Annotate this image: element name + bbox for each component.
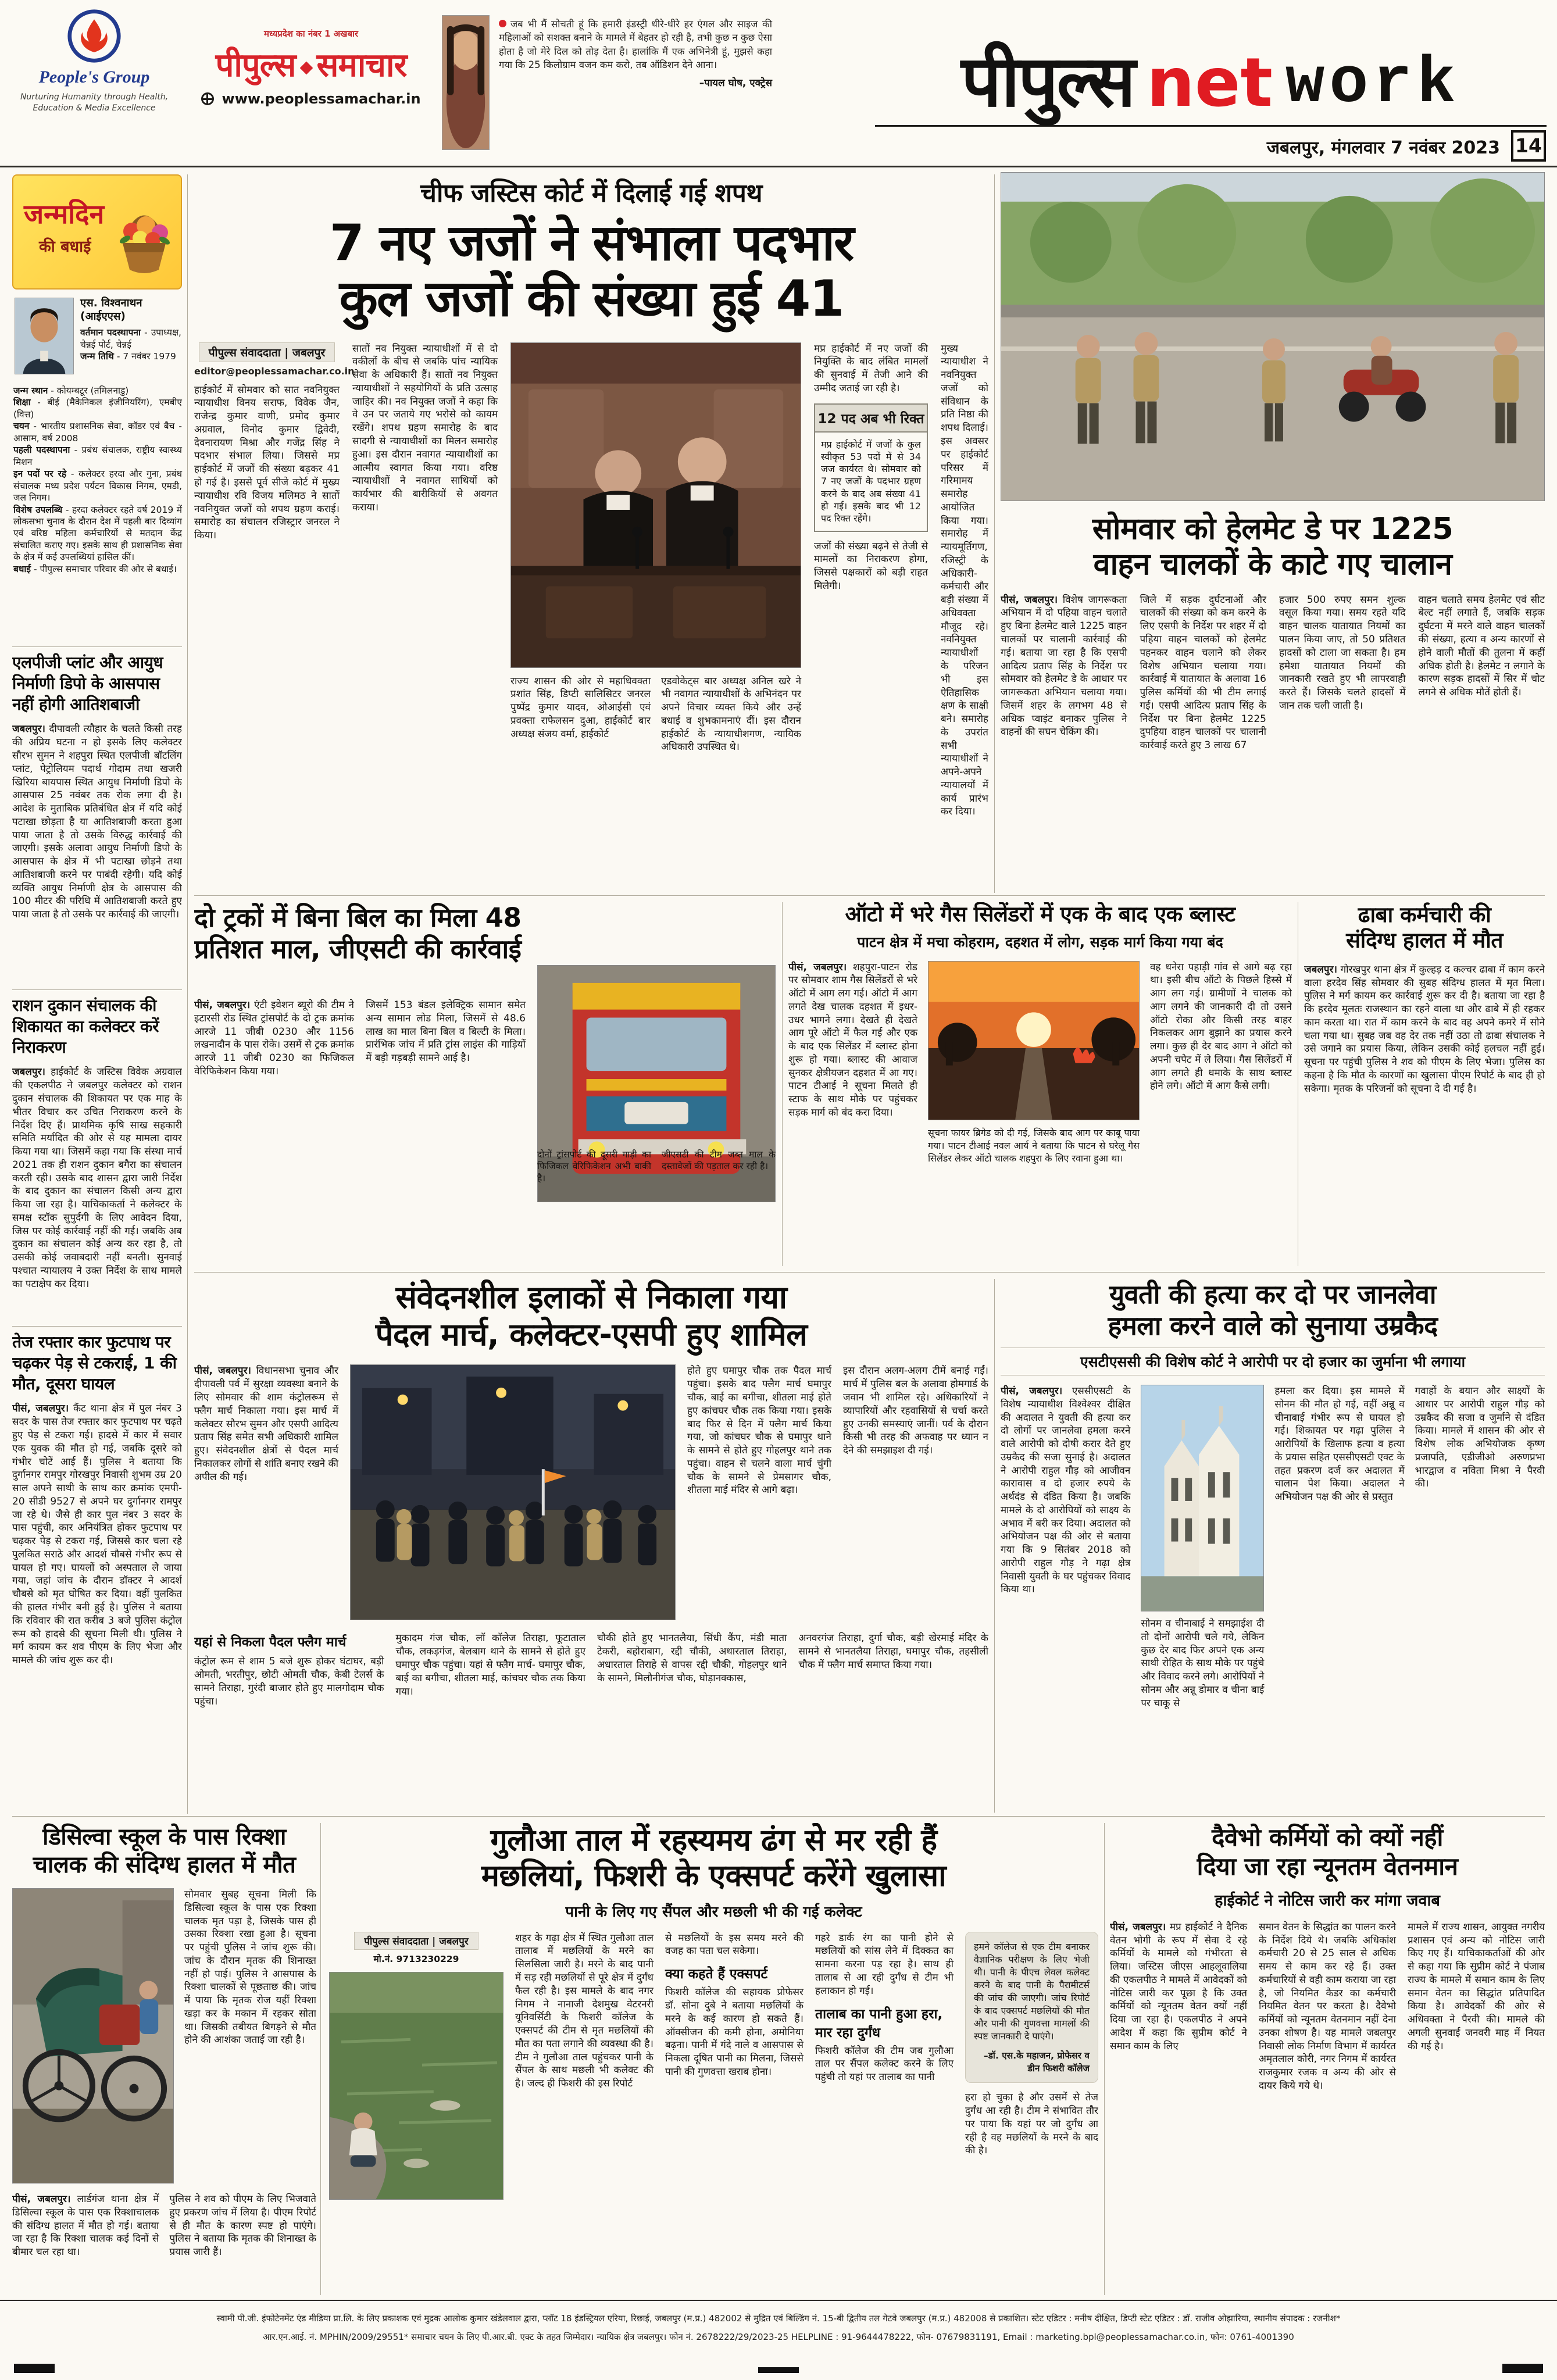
lpg-story: [12, 652, 182, 985]
page-header: [0, 0, 1557, 167]
peoples-group-emblem-icon: [66, 8, 122, 64]
print-registration-mark: [1502, 2364, 1543, 2373]
verdict-subhead: एसटीएससी की विशेष कोर्ट ने आरोपी पर दो हजार का जुर्माना भी लगाया: [1001, 1348, 1545, 1375]
blast-photo-caption: सूचना फायर ब्रिगेड को दी गई, जिसके बाद आग पर काबू पाया गया। पाटन टीआई नवल आर्य ने बताया कि पाटन से घरेलू गैस सिलेंडर लेकर ऑटो चालक शहपुरा के लिए रवाना हुआ था।: [928, 1127, 1140, 1164]
paper-logo-title-1: पीपुल्स: [215, 47, 296, 84]
fish-col2-bottom: फिशरी कॉलेज की सहायक प्रोफेसर डॉ. सोना दुबे ने बताया मछलियों के मरने के कई कारण हो सकते हैं। ऑक्सीजन की कमी होना, अमोनिया बढ़ना। पानी में गंदे नाले व आसपास से निकला दूषित पानी का मिलना, जिससे पानी की गुणवत्ता खराब होना।: [665, 1986, 804, 2078]
judges-ceremony-photo: [510, 342, 801, 668]
detail-value: - 7 नवंबर 1979: [116, 351, 176, 362]
paper-logo-title-2: समाचार: [316, 47, 407, 84]
march-headline-line1: संवेदनशील इलाकों से निकाला गया: [395, 1279, 787, 1316]
traffic-police-photo: [1001, 172, 1545, 501]
wages-col1: मप्र हाईकोर्ट ने दैनिक वेतन भोगी के रूप में सेवा दे रहे कर्मियों के मामले को गंभीरता से लिया। जस्टिस जीएस आहलूवालिया की एकलपीठ ने मामले में आवेदकों को नोटिस जारी कर पूछा है कि उक्त कर्मियों को न्यूनतम वेतन क्यों नहीं दिया जा रहा है। एकलपीठ ने अपने आदेश में कहा कि सुप्रीम कोर्ट ने समान काम के लिए: [1110, 1921, 1247, 2052]
fish-col1: शहर के गढ़ा क्षेत्र में स्थित गुलौआ ताल तालाब में मछलियों के मरने का सिलसिला जारी है। मरने के बाद पानी में सड़ रही मछलियों से पूरे क्षेत्र में दुर्गंध फैल रही है। इस मामले के बाद नगर निगम ने नानाजी देशमुख वेटरनरी यूनिवर्सिटी के फिशरी कॉलेज के एक्सपर्ट की टीम से मृत मछलियों की मौत का पता लगाने की व्यवस्था की है। टीम ने गुलौआ ताल पहुंचकर पानी के सैंपल के साथ मछली भी कलेक्ट की है। जल्द ही फिशरी की इस रिपोर्ट: [515, 1932, 653, 2090]
fish-headline-line2: मछलियां, फिशरी के एक्सपर्ट करेंगे खुलासा: [481, 1859, 947, 1894]
page-number-box: [1511, 130, 1546, 162]
blast-col1: शहपुरा-पाटन रोड पर सोमवार शाम गैस सिलेंडरों से भरे ऑटो में आग लग गई। ऑटो में आग लगते देख चालक दहशत में इधर-उधर भागने लगा। देखते ही देखते आग पूरे ऑटो में फैल गई और एक के बाद एक सिलेंडर में ब्लास्ट होना शुरू हो गया। ब्लास्ट की आवाज सुनकर क्षेत्रीयजन दहशत में आ गए। पाटन टीआई ने सूचना मिलते ही स्टाफ के साथ मौके पर पहुंचकर सड़क मार्ग को बंद करा दिया।: [788, 961, 918, 1118]
truck-under-col1: दोनों ट्रांसपोर्ट की दूसरी गाड़ी का फिजिकल वेरिफिकेशन अभी बाकी है।: [537, 1149, 651, 1184]
quote-bullet-icon: [499, 20, 506, 27]
helmet-byline: पीसं, जबलपुर।: [1001, 594, 1058, 606]
ration-dateline: जबलपुर।: [12, 1066, 45, 1078]
imprint-line1: स्वामी पी.जी. इंफोटेनमेंट एंड मीडिया प्रा.लि. के लिए प्रकाशक एवं मुद्रक आलोक कुमार खंडेलवाल द्वारा, प्लॉट 18 इंडस्ट्रियल एरिया, रिछाई, जबलपुर (म.प्र.) 482002 से मुद्रित एवं बिल्डिंग नं. 15-बी द्वितीय तल गेटवे जबलपुर (म.प्र.) 482008 से प्रकाशित। स्टेट एडिटर : मनीष दीक्षित, डिप्टी स्टेट एडिटर : डॉ. राजीव ओझारिया, स्थानीय संपादक : रजनीश*: [216, 2313, 1341, 2324]
lpg-headline: एलपीजी प्लांट और आयुध निर्माणी डिपो के आसपास नहीं होगी आतिशबाजी: [12, 653, 163, 714]
fish-headline-line1: गुलौआ ताल में रहस्यमय ढंग से मर रही हैं: [490, 1823, 937, 1858]
march-bottom-col4: अनवरगंज तिराहा, दुर्गा चौक, बड़ी खेरमाई मंदिर के सामने से भानतलैया तिराहा, घमापुर चौक, तहसीली चौक में फ्लैग मार्च समाप्त किया गया।: [798, 1632, 988, 1671]
helmet-headline-line1: सोमवार को हेलमेट डे पर 1225: [1092, 512, 1454, 546]
verdict-headline-line1: युवती की हत्या कर दो पर जानलेवा: [1109, 1279, 1437, 1310]
rickshaw-bottom-col1: लार्डगंज थाना क्षेत्र में डिसिल्वा स्कूल के पास एक रिक्शाचालक की संदिग्ध हालत में मौत हो गई। बताया जा रहा है कि रिक्शा चालक कई दिनों से बीमार चल रहा था।: [12, 2193, 159, 2259]
detail-value: - भारतीय प्रशासनिक सेवा, कॉडर एवं बैच - आसाम, वर्ष 2008: [13, 421, 182, 444]
verdict-col1: एससीएसटी के विशेष न्यायाधीश विश्वेश्वर दीक्षित की अदालत ने युवती की हत्या कर दो लोगों पर जानलेवा हमला करने वाले आरोपी को दोषी करार देते हुए उम्रकैद की सजा सुनाई है। अदालत ने आरोपी राहुल गौड़ को आजीवन कारावास व दो हजार रुपये के अर्थदंड से दंडित किया है। जबकि मामले के दो आरोपियों को साक्ष्य के अभाव में बरी कर दिया। अदालत को अभियोजन पक्ष की ओर से बताया गया कि 9 सितंबर 2018 को आरोपी राहुल गौड़ ने गढ़ा क्षेत्र निवासी युवती के घर पहुंचकर विवाद किया था।: [1001, 1385, 1131, 1596]
wages-col3: मामले में राज्य शासन, आयुक्त नगरीय प्रशासन एवं अन्य को नोटिस जारी किए गए हैं। याचिकाकर्ताओं की ओर से कहा गया कि सुप्रीम कोर्ट ने पंजाब राज्य के मामले में समान काम के लिए समान वेतन का सिद्धांत प्रतिपादित किया है। आवेदकों की ओर से अधिवक्ता ने पैरवी की। मामले की अगली सुनवाई जनवरी माह में नियत की गई है।: [1408, 1921, 1545, 2052]
dhaba-death-story: [1304, 902, 1545, 1266]
blast-headline: ऑटो में भरे गैस सिलेंडरों में एक के बाद एक ब्लास्ट: [845, 902, 1235, 927]
car-crash-headline: तेज रफ्तार कार फुटपाथ पर चढ़कर पेड़ से टकराई, 1 की मौत, दूसरा घायल: [12, 1332, 177, 1393]
quote-attribution: –पायल घोष, एक्ट्रेस: [699, 77, 772, 89]
march-bottom-col2: मुकादम गंज चौक, लॉ कॉलेज तिराहा, फूटाताल चौक, लकड़गंज, बेलबाग थाने के सामने से होते हुए घमापुर चौक पहुंचा। यहां से फ्लैग मार्च- घमापुर चौक, बाई का बगीचा, शीतला माई, कांचघर चौक तक किया गया।: [395, 1632, 585, 1698]
march-col1: विधानसभा चुनाव और दीपावली पर्व में सुरक्षा व्यवस्था बनाने के लिए सोमवार की शाम कंट्रोलरूम से फ्लैग मार्च निकाला गया। इस मार्च में कलेक्टर सौरभ सुमन और एसपी आदित्य प्रताप सिंह समेत सभी अधिकारी शामिल हुए। संवेदनशील क्षेत्रों से पैदल मार्च निकालकर लोगों से शांति बनाए रखने की अपील की गई।: [194, 1365, 339, 1483]
fish-byline: पीपुल्स संवाददाता | जबलपुर: [354, 1932, 478, 1950]
rickshaw-story: [12, 1823, 316, 2295]
verdict-col4: गवाहों के बयान और साक्ष्यों के आधार पर आरोपी राहुल गौड़ को उम्रकैद की सजा व जुर्माने से दंडित किया। मामले में शासन की ओर से विशेष लोक अभियोजक कृष्ण प्रजापति, एडीजीओ अरुणप्रभा भारद्वाज व नविता मिश्रा ने पैरवी की।: [1415, 1385, 1545, 1490]
march-headline-line2: पैदल मार्च, कलेक्टर-एसपी हुए शामिल: [375, 1316, 808, 1353]
page-number: 14: [1515, 134, 1542, 157]
vacancy-box: [814, 403, 928, 532]
truck-col1: एंटी इवेशन ब्यूरो की टीम ने इटारसी रोड स्थित ट्रांसपोर्ट के दो ट्रक क्रमांक आरजे 11 जीबी 0230 और 1156 लखनादौन के पास रोके। उसमें से ट्रक क्रमांक आरजे 11 जीबी 0230 का फिजिकल वेरिफिकेशन किया गया।: [194, 999, 354, 1077]
paper-logo: [177, 28, 445, 107]
ration-headline: राशन दुकान संचालक की शिकायत का कलेक्टर करें निराकरण: [12, 996, 159, 1057]
helmet-headline-line2: वाहन चालकों के काटे गए चालान: [1093, 547, 1452, 583]
expert-quote-box: [965, 1932, 1098, 2084]
ration-body: हाईकोर्ट के जस्टिस विवेक अग्रवाल की एकलपीठ ने जबलपुर कलेक्टर को राशन दुकान संचालक की शिकायत पर एक माह के भीतर विचार कर उचित निराकरण करने के निर्देश दिए हैं। प्राथमिक कृषि साख सहकारी समिति मर्यादित की ओर से यह मामला दायर किया गया था। जिसमें कहा गया कि संस्था मार्च 2021 तक ही राशन दुकान बगैरा का संचालन करती रही। उसके बाद शासन द्वारा जारी निर्देश के बाद दुकान का संचालन किसी अन्य द्वारा किया जा रहा है। याचिकाकर्ता ने कलेक्टर के समक्ष स्टॉक सुपुर्दगी के लिए आवेदन दिया, जिस पर कोई कार्रवाई नहीं की गई। जबकि अब दुकान का संचालन कोई अन्य कर रहा है, तो उसकी कोई जवाबदारी नहीं बनती। सुनवाई पश्चात न्यायालय ने उक्त निर्देश के साथ मामले का पटाक्षेप कर दिया।: [12, 1066, 182, 1290]
imprint-line2: आर.एन.आई. नं. MPHIN/2009/29551* समाचार चयन के लिए पी.आर.बी. एक्ट के तहत जिम्मेदार। न्यायिक क्षेत्र जबलपुर। फोन नं. 2678222/29/2023-25 HELPLINE : 91-9644478222, फोन- 07679831191, Email : marketing.bpl@peoplessamachar.co.in, फोन: 0761-4001390: [263, 2332, 1294, 2342]
car-crash-byline: पीसं, जबलपुर।: [12, 1403, 69, 1415]
birthday-details: [13, 385, 182, 644]
detail-label: पहली पदस्थापना: [13, 445, 70, 456]
march-byline: पीसं, जबलपुर।: [194, 1365, 251, 1377]
wages-col2: समान वेतन के सिद्धांत का पालन करने के निर्देश दिये थे। जबकि अधिकांश कर्मचारी 20 से 25 साल से अधिक समय से काम कर रहे हैं। उक्त कर्मचारियों से वही काम कराया जा रहा है, जो नियमित कैडर का कर्मचारी नियमित वेतन पर करता है। दैवेभो कर्मियों को न्यूनतम वेतनमान नहीं देना उनका शोषण है। यह मामले जबलपुर निवासी लोक निर्माण विभाग में कार्यरत अमृतलाल कोरी, नगर निगम में कार्यरत राजकुमार रजक व अन्य की ओर से दायर किये गये थे।: [1259, 1921, 1396, 2092]
march-bottom-col1: कंट्रोल रूम से शाम 5 बजे शुरू होकर घंटाघर, बड़ी ओमती, भरतीपुर, छोटी ओमती चौक, केबी टेलर्स के सामने तिराहा, गुरंदी बाजार होते हुए मालगोदाम चौक पहुंचा।: [194, 1656, 384, 1707]
birthday-box: [12, 174, 182, 290]
pond-photo: [329, 1972, 503, 2200]
dhaba-headline-line2: संदिग्ध हालत में मौत: [1346, 928, 1503, 953]
birthday-title-2: की बधाई: [39, 238, 91, 256]
wages-headline-line1: दैवेभो कर्मियों को क्यों नहीं: [1212, 1823, 1443, 1852]
main-headline-line2: कुल जजों की संख्या हुई 41: [339, 270, 844, 328]
march-bottom-col3: चौकी होते हुए भानतलैया, सिंधी कैंप, मंडी माता टेकरी, बहोराबाग, रद्दी चौकी, अधारताल तिराहा, अधारताल तिराहे से वापस रद्दी चौकी, गोहलपुर थाने के सामने, मिलौनीगंज चौक, घोड़ानक्कास,: [597, 1632, 787, 1684]
detail-value: - पीपुल्स समाचार परिवार की ओर से बधाई।: [33, 563, 177, 574]
flower-basket-illustration: [110, 183, 178, 283]
wages-headline-line2: दिया जा रहा न्यूनतम वेतनमान: [1197, 1852, 1458, 1881]
main-kicker: चीफ जस्टिस कोर्ट में दिलाई गई शपथ: [420, 178, 762, 208]
main-col1: हाईकोर्ट में सोमवार को सात नवनियुक्त न्यायाधीश विनय सराफ, विवेक जैन, राजेन्द्र कुमार वाणी, प्रमोद कुमार अग्रवाल, विनोद कुमार द्विवेदी, देवनारायण मिश्रा और गजेंद्र सिंह ने पदभार संभाल लिया। जिससे मप्र हाईकोर्ट में जजों की संख्या बढ़कर 41 हो गई है। इससे पूर्व सीजे कोर्ट में मुख्य न्यायाधीश रवि विजय मलिमठ ने सातों नवनियुक्त जजों को शपथ ग्रहण कराई। समारोह का संचालन रजिस्ट्रार जनरल ने किया।: [194, 384, 340, 542]
march-col3: इस दौरान अलग-अलग टीमें बनाई गईं। मार्च में पुलिस बल के अलावा होमगार्ड के जवान भी शामिल रहे। अधिकारियों ने व्यापारियों और रहवासियों से चर्चा करते हुए उनकी समस्याएं जानीं। पर्व के दौरान किसी भी तरह की अफवाह पर ध्यान न देने की समझाइश दी गई।: [843, 1365, 988, 1457]
detail-value: - हरदा कलेक्टर रहते वर्ष 2019 में लोकसभा चुनाव के दौरान देश में पहली बार दिव्यांग एवं वरिष्ठ महिला कर्मचारियों से मतदान केंद्र संचालित कराए गए। इसके साथ ही प्रशासनिक सेवा के क्षेत्र में कई उपलब्धियां हासिल कीं।: [13, 504, 182, 563]
flag-march-photo: [350, 1364, 676, 1620]
verdict-headline-line2: हमला करने वाले को सुनाया उम्रकैद: [1108, 1310, 1438, 1341]
globe-icon: [201, 92, 214, 105]
lpg-dateline: जबलपुर।: [12, 723, 45, 735]
rickshaw-headline-line1: डिसिल्वा स्कूल के पास रिक्शा: [42, 1824, 286, 1850]
helmet-col1: विशेष जागरूकता अभियान में दो पहिया वाहन चलाते हुए बिना हेलमेट वाले 1225 वाहन चालकों पर चालानी कार्रवाई की गई। बताया जा रहा है कि एसपी आदित्य प्रताप सिंह के निर्देश पर सोमवार को हेलमेट डे के आधार पर जागरूकता अभियान चलाया गया। जिसमें शहर के लगभग 48 से अधिक प्वाइंट बनाकर पुलिस ने वाहनों की सघन चेकिंग की।: [1001, 594, 1127, 738]
wages-subhead: हाईकोर्ट ने नोटिस जारी कर मांगा जवाब: [1215, 1891, 1440, 1910]
main-under-photo-col1: राज्य शासन की ओर से महाधिवक्ता प्रशांत सिंह, डिप्टी सालिसिटर जनरल पुष्पेंद्र कुमार यादव, ओआईसी एवं प्रवक्ता राफेलसन दुआ, हाईकोर्ट बार अध्यक्ष संजय वर्मा, हाईकोर्ट: [510, 675, 651, 740]
paper-logo-topline: मध्यप्रदेश का नंबर 1 अखबार: [263, 28, 359, 39]
detail-value: - उपाध्यक्ष, चेन्नई पोर्ट, चेन्नई: [80, 327, 181, 350]
expert-quote-author: –डॉ. एस.के महाजन, प्रोफेसर व डीन फिशरी कॉलेज: [983, 2050, 1090, 2074]
dhaba-body: गोरखपुर थाना क्षेत्र में कुल्हड़ द कल्चर ढाबा में काम करने वाला हरदेव सिंह सोमवार की सुबह संदिग्ध हालत में मृत मिला। पुलिस ने मर्ग कायम कर कार्रवाई शुरू कर दी है। बताया जा रहा है कि हरदेव मूलतः राजस्थान का रहने वाला था और ढाबे में ही रहकर काम करता था। रात में काम करने के बाद वह अपने कमरे में सोने चला गया था। सुबह जब वह देर तक नहीं उठा तो ढाबा संचालक ने उसे जगाने का प्रयास किया, लेकिन उसकी कोई हलचल नहीं हुई। सूचना पर पहुंची पुलिस ने शव को पीएम के लिए भेजा। पुलिस का कहना है कि मौत के कारणों का खुलासा पीएम रिपोर्ट के बाद ही हो सकेगा। मृतक के परिजनों को सूचना दे दी गई है।: [1304, 963, 1545, 1095]
march-route-subhead: यहां से निकला पैदल फ्लैग मार्च: [194, 1635, 347, 1650]
main-col3-bottom: जजों की संख्या बढ़ने से तेजी से मामलों का निराकरण होगा, जिससे पक्षकारों को बड़ी राहत मिलेगी।: [814, 540, 928, 592]
detail-value: - कोयम्बटूर (तमिलनाडु): [51, 385, 129, 396]
officer-portrait-photo: [15, 298, 74, 374]
auto-blast-story: [788, 902, 1292, 1266]
court-building-photo: [1141, 1385, 1264, 1611]
main-story: [194, 172, 988, 891]
rickshaw-photo: [12, 1888, 174, 2184]
main-under-photo-col2: एडवोकेट्स बार अध्यक्ष अनिल खरे ने भी नवागत न्यायाधीशों के अभिनंदन पर अपने विचार व्यक्त किये और उन्हें बधाई व शुभकामनाएं दीं। इस दौरान हाईकोर्ट के न्यायाधीशगण, न्यायिक अधिकारी उपस्थित थे।: [661, 675, 801, 753]
verdict-byline: पीसं, जबलपुर।: [1001, 1385, 1063, 1397]
fish-phone: मो.नं. 9713230229: [373, 1953, 459, 1964]
main-byline: पीपुल्स संवाददाता | जबलपुर: [199, 342, 335, 362]
imprint-footer: [0, 2300, 1557, 2380]
wages-story: [1110, 1823, 1545, 2295]
truck-headline-line1: दो ट्रकों में बिना बिल का मिला 48: [194, 902, 522, 933]
helmet-col4: वाहन चलाते समय हेलमेट एवं सीट बेल्ट नहीं लगाते हैं, जबकि सड़क दुर्घटना में मरने वाले वाहन चालकों की संख्या, हत्या व अन्य कारणों से होने वाली मौतों की तुलना में कहीं अधिक होती है। हेलमेट न लगाने के कारण सड़क हादसों में सिर में चोट लगने से अधिक मौतें होती हैं।: [1418, 594, 1545, 699]
print-registration-mark: [14, 2364, 55, 2373]
rickshaw-side-text: सोमवार सुबह सूचना मिली कि डिसिल्वा स्कूल के पास एक रिक्शा चालक मृत पड़ा है, जिसके पास ही उसका रिक्शा रखा हुआ है। सूचना पर पहुंची पुलिस ने जांच शुरू की। जांच के दौरान मृतक की शिनाख्त नहीं हो पाई। पुलिस ने आसपास के रिक्शा चालकों से पूछताछ की। जांच में पाया कि मृतक रोज यहीं रिक्शा खड़ा कर के मकान में रहकर सोता था। जिसकी तबीयत बिगड़ने से मौत होने की आशंका जताई जा रही है।: [184, 1889, 316, 2046]
masthead-hindi: पीपुल्स: [961, 40, 1134, 123]
vacancy-box-title: 12 पद अब भी रिक्त: [815, 405, 927, 433]
main-col2: सातों नव नियुक्त न्यायाधीशों में से दो वकीलों के बीच से जबकि पांच न्यायिक सेवा के अधिकारी हैं। सातों नव नियुक्त न्यायाधीशों ने सहयोगियों के प्रति उत्साह जाहिर की। नव नियुक्त जजों ने कहा कि वे उन पर जताये गए भरोसे को कायम रखेंगे। शपथ ग्रहण समारोह के बाद सादगी से न्यायाधीशों का मिलन समारोह हुआ। इस दौरान नवागत न्यायाधीशों का आत्मीय स्वागत किया गया। वरिष्ठ न्यायाधीशों ने नवागत साथियों को कार्यभार की बारीकियों से अवगत कराया।: [352, 342, 498, 513]
rickshaw-byline: पीसं, जबलपुर।: [12, 2193, 71, 2205]
dhaba-headline-line1: ढाबा कर्मचारी की: [1358, 902, 1491, 927]
burning-auto-road-photo: [928, 961, 1140, 1120]
truck-headline-line2: प्रतिशत माल, जीएसटी की कार्रवाई: [194, 934, 522, 964]
detail-label: विशेष उपलब्धि: [13, 504, 63, 515]
helmet-story: [1001, 172, 1545, 893]
wages-byline: पीसं, जबलपुर।: [1110, 1921, 1166, 1933]
masthead-work: work: [1285, 47, 1460, 121]
peoples-group-logo: [20, 8, 169, 160]
birthday-title-1: जन्मदिन: [24, 199, 105, 229]
fish-subhead: पानी के लिए गए सैंपल और मछली भी की गई कलेक्ट: [565, 1903, 862, 1921]
birthday-person: [80, 296, 181, 381]
main-headline-line1: 7 नए जजों ने संभाला पदभार: [329, 214, 854, 272]
blast-byline: पीसं, जबलपुर।: [788, 961, 847, 973]
peoples-group-tagline: Nurturing Humanity through Health, Education & Media Excellence: [20, 92, 169, 113]
fish-expert-subhead: क्या कहते हैं एक्सपर्ट: [665, 1967, 768, 1982]
detail-label: चयन: [13, 421, 30, 432]
dhaba-dateline: जबलपुर।: [1304, 963, 1337, 975]
print-registration-mark: [758, 2367, 799, 2373]
blast-col3: वह धनेरा पहाड़ी गांव से आगे बढ़ रहा था। इसी बीच ऑटो के पिछले हिस्से में आग लग गई। ग्रामीणों ने चालक को आग लगने की जानकारी दी तो उसने ऑटो रोका और किसी तरह बाहर निकलकर आग बुझाने का प्रयास करने लगा। कुछ ही देर बाद आग ने ऑटो को अपनी चपेट में ले लिया। गैस सिलेंडरों में आग लगते ही धमाके के साथ ब्लास्ट होने लगे। ऑटो में आग कैसे लगी।: [1150, 961, 1292, 1092]
truck-col2: जिसमें 153 बंडल इलेक्ट्रिक सामान समेत अन्य सामान लोड मिला, जिसमें से 48.6 लाख का माल बिना बिल व बिल्टी के मिला। प्रारंभिक जांच में प्रति ट्रांस लाइंस की गाड़ियों में बड़ी गड़बड़ी सामने आई है।: [366, 999, 526, 1064]
detail-value: - प्रबंध संचालक, राष्ट्रीय स्वास्थ्य मिशन: [13, 445, 182, 467]
truck-gst-story: [194, 902, 776, 1266]
birthday-person-name: एस. विश्वनाथन (आईएएस): [80, 297, 142, 323]
fish-col2-top: से मछलियों के इस समय मरने की वजह का पता चल सकेगा।: [665, 1932, 804, 1957]
car-crash-body: कैंट थाना क्षेत्र में पुल नंबर 3 सदर के पास तेज रफ्तार कार फुटपाथ पर चढ़ते हुए पेड़ से टकरा गई। हादसे में कार में सवार एक युवक की मौत हो गई, जबकि दूसरे को गंभीर चोटें आई हैं। पुलिस ने बताया कि दुर्गानगर रामपुर गोरखपुर निवासी शुभम उम्र 20 साल अपने साथी के साथ कार क्रमांक एमपी- 20 सीडी 9527 से अपने घर दुर्गानगर रामपुर जा रहे थे। जैसे ही कार पुल नंबर 3 सदर के पास पहुंची, कार अनियंत्रित होकर फुटपाथ पर चढ़कर पेड़ से टकरा गई, जिससे कार चला रहे पुलकित सराठे और आदर्श चौबसे गंभीर रूप से घायल हो गए। घायलों को अस्पताल ले जाया गया, जहां जांच के दौरान डॉक्टर ने आदर्श चौबसे को मृत घोषित कर दिया। वहीं पुलकित की हालत गंभीर बनी हुई है। पुलिस ने बताया कि रविवार की रात करीब 3 बजे पुलिस कंट्रोल रूम को हादसे की सूचना मिली थी। पुलिस ने मर्ग कायम कर शव पीएम के लिए भेजा और मामले की जांच शुरू कर दी।: [12, 1403, 182, 1667]
logo-flower-icon: [299, 62, 313, 75]
march-col2: होते हुए घमापुर चौक तक पैदल मार्च पहुंचा। इसके बाद फ्लैग मार्च घमापुर चौक, बाई का बगीचा, शीतला माई होते हुए कांचघर चौक तक किया गया। इसके बाद फिर से दिन में फ्लैग मार्च किया गया, जो कांचघर चौक से घमापुर थाने के सामने से होते हुए गोहलपुर थाने तक पहुंचा। वाहन से चलने वाला मार्च चुंगी चौक के सामने से प्रेमसागर चौक, शीतला माई मंदिर से आगे बढ़ा।: [687, 1365, 831, 1496]
main-email[interactable]: editor@peoplessamachar.co.in: [194, 365, 355, 377]
peoples-group-name: People's Group: [38, 67, 150, 87]
truck-under-col2: जीएसटी की टीम जब्त माल के दस्तावेजों की पड़ताल कर रही है।: [662, 1149, 776, 1172]
helmet-col2: जिले में सड़क दुर्घटनाओं और चालकों की संख्या को कम करने के लिए एसपी के निर्देश पर शहर में दो पहिया वाहन चालकों को हेलमेट पहनकर वाहन चलाने को लेकर विशेष अभियान चलाया गया। कार्रवाई में यातायात के अलावा 16 पुलिस कर्मियों की भी टीम लगाई गई। एसपी आदित्य प्रताप सिंह के निर्देश पर बिना हेलमेट 1225 दुपहिया वाहन चालकों पर चालानी कार्रवाई करते हुए 3 लाख 67: [1140, 594, 1266, 752]
edition-dateline: जबलपुर, मंगलवार 7 नवंबर 2023: [1266, 138, 1500, 158]
cover-quote: [499, 17, 772, 155]
detail-label: जन्म स्थान: [13, 385, 48, 396]
detail-label: इन पदों पर रहे: [13, 469, 67, 480]
lpg-body: दीपावली त्यौहार के चलते किसी तरह की अप्रिय घटना न हो इसके लिए कलेक्टर सौरभ सुमन ने शहपुरा स्थित एलपीजी बॉटलिंग प्लांट, पेट्रोलियम पदार्थ गोदाम तथा खजरी खिरिया बायपास स्थित आयुध निर्माणी डिपो के आसपास 25 नवंबर तक रोक लगा दी है। आदेश के मुताबिक प्रतिबंधित क्षेत्र में यदि कोई पटाखा छोड़ता है या आतिशबाजी करता हुआ पाया जाता है तो उसके विरुद्ध कार्रवाई की जाएगी। इसके अलावा आयुध निर्माणी डिपो के आसपास के क्षेत्र में भी पटाखा छोड़ने तथा आतिशबाजी करने पर पाबंदी रहेगी। यदि कोई व्यक्ति आयुध निर्माणी क्षेत्र के आसपास की 100 मीटर की परिधि में आतिशबाजी करते हुए पाया जाता है तो उसके पर कार्रवाई की जाएगी।: [12, 723, 182, 921]
verdict-col3: हमला कर दिया। इस मामले में सोनम की मौत हो गई, वहीं अन्नू व चीनाबाई गंभीर रूप से घायल हो गई। शिकायत पर गढ़ा पुलिस ने आरोपियों के खिलाफ हत्या व हत्या के प्रयास सहित एससीएसटी एक्ट के तहत प्रकरण दर्ज कर अदालत में चालान पेश किया। अदालत ने अभियोजन पक्ष की ओर से प्रस्तुत: [1274, 1385, 1405, 1503]
detail-label: जन्म तिथि: [80, 351, 114, 362]
car-crash-story: [12, 1332, 182, 1798]
flag-march-story: [194, 1279, 988, 1813]
expert-quote-text: हमने कॉलेज से एक टीम बनाकर वैज्ञानिक परीक्षण के लिए भेजी थी। पानी के पीएच लेवल कलेक्ट करने के बाद पानी के पैरामीटर्स की जांच की जाएगी। जांच रिपोर्ट के बाद एक्सपर्ट मछलियों की मौत और पानी की गुणवत्ता मामलों की स्पष्ट जानकारी दे पाएंगे।: [974, 1941, 1090, 2042]
actress-photo: [442, 15, 490, 150]
verdict-col2: सोनम व चीनाबाई ने समझाईश दी तो दोनों आरोपी चले गये, लेकिन कुछ देर बाद फिर अपने एक अन्य साथी रोहित के साथ मौके पर पहुंचे और विवाद करने लगे। आरोपियों ने सोनम और अन्नू डोमार व चीना बाई पर चाकू से: [1141, 1618, 1265, 1709]
rickshaw-headline-line2: चालक की संदिग्ध हालत में मौत: [33, 1852, 296, 1878]
helmet-col3: हजार 500 रुपए समन शुल्क वसूल किया गया। समय रहते यदि वाहन चालक यातायात नियमों का पालन किया जाए, तो 50 प्रतिशत हादसों को टाला जा सकता है। हम हमेशा यातायात नियमों की जानकारी रखते हुए भी लापरवाही करते हैं। जिसके चलते हादसों में जान तक चली जाती है।: [1279, 594, 1406, 712]
detail-value: - कलेक्टर हरदा और गुना, प्रबंध संचालक मध्य प्रदेश पर्यटन विकास निगम, एमडी, जल निगम।: [13, 469, 182, 503]
truck-byline: पीसं, जबलपुर।: [194, 999, 251, 1011]
blast-subhead: पाटन क्षेत्र में मचा कोहराम, दहशत में लोग, सड़क मार्ग किया गया बंद: [857, 933, 1223, 950]
detail-label: बधाई: [13, 563, 31, 574]
masthead-net: net: [1147, 44, 1273, 122]
website-link[interactable]: www.peoplessamachar.in: [222, 91, 421, 107]
ration-story: [12, 995, 182, 1321]
vacancy-box-text: मप्र हाईकोर्ट में जजों के कुल स्वीकृत 53 पदों में से 34 जज कार्यरत थे। सोमवार को 7 नए जजों के पदभार ग्रहण करने के बाद अब संख्या 41 हो गई। इसके बाद भी 12 पद रिक्त रहेंगे।: [821, 438, 921, 524]
fish-green-subhead: तालाब का पानी हुआ हरा, मार रहा दुर्गंध: [815, 2006, 943, 2040]
fish-col3-bottom: फिशरी कॉलेज की टीम जब गुलौआ ताल पर सैंपल कलेक्ट करने के लिए पहुंची तो यहां पर तालाब का पानी: [815, 2045, 954, 2084]
detail-label: वर्तमान पदस्थापना: [80, 327, 141, 338]
rickshaw-bottom-col2: पुलिस ने शव को पीएम के लिए भिजवाते हुए प्रकरण जांच में लिया है। पीएम रिपोर्ट से ही मौत के कारण स्पष्ट हो पाएंगे। पुलिस ने बताया कि मृतक की शिनाख्त के प्रयास जारी हैं।: [169, 2193, 316, 2259]
detail-value: - बीई (मैकेनिकल इंजीनियरिंग), एमबीए (वित्त): [13, 397, 182, 420]
main-col4: मुख्य न्यायाधीश ने नवनियुक्त जजों को संविधान के प्रति निष्ठा की शपथ दिलाई। इस अवसर पर हाईकोर्ट परिसर में गरिमामय समारोह आयोजित किया गया। समारोह में न्यायमूर्तिगण, रजिस्ट्री के अधिकारी-कर्मचारी और बड़ी संख्या में अधिवक्ता मौजूद रहे। नवनियुक्त न्यायाधीशों के परिजन भी इस ऐतिहासिक क्षण के साक्षी बने। समारोह के उपरांत सभी न्यायाधीशों ने अपने-अपने न्यायालयों में कार्य प्रारंभ कर दिया।: [941, 342, 988, 818]
main-col3-top: मप्र हाईकोर्ट में नए जजों की नियुक्ति के बाद लंबित मामलों की सुनवाई में तेजी आने की उम्मीद जताई जा रही है।: [814, 342, 928, 394]
detail-label: शिक्षा: [13, 397, 31, 408]
fish-story: [329, 1823, 1098, 2295]
verdict-story: [1001, 1279, 1545, 1813]
fish-col4: हरा हो चुका है और उसमें से तेज दुर्गंध आ रही है। टीम ने संभावित तौर पर पाया कि यहां पर जो दुर्गंध आ रही है वह मछलियों के मरने के बाद की है।: [965, 2092, 1098, 2157]
fish-col3-top: गहरे डार्क रंग का पानी होने से मछलियों को सांस लेने में दिक्कत का सामना करना पड़ रहा है। साथ ही तालाब से आ रही दुर्गंध से टीम भी हलाकान हो गई।: [815, 1932, 954, 1997]
quote-text: जब भी मैं सोचती हूं कि हमारी इंडस्ट्री धीरे-धीरे हर एंगल और साइज की महिलाओं को सशक्त बनाने के मामले में बेहतर हो रही है, तभी कुछ न कुछ ऐसा होता है जो मेरे दिल को तोड़ देता है। हालांकि मैं एक अभिनेत्री हूं, मुझसे कहा गया कि 25 किलोग्राम वजन कम करो, तब ऑडिशन देने आना।: [499, 19, 772, 71]
masthead: [875, 9, 1547, 127]
